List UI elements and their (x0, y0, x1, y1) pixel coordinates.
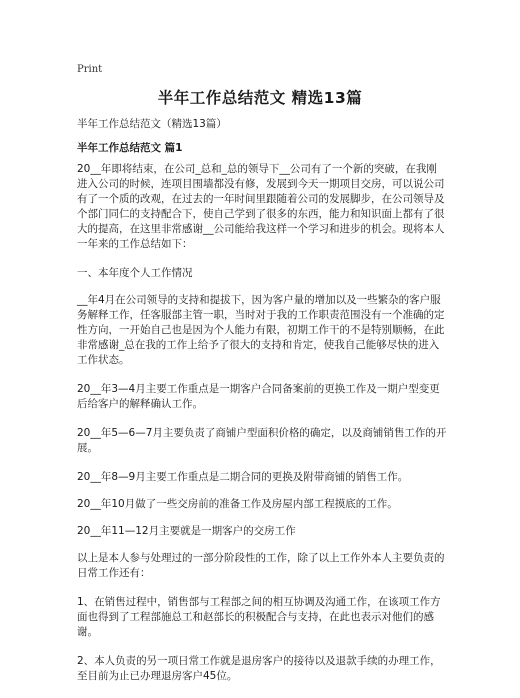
body-paragraph: 以上是本人参与处理过的一部分阶段性的工作，除了以上工作外本人主要负责的日常工作还有： (77, 552, 445, 579)
print-link[interactable]: Print (77, 64, 103, 75)
intro-paragraph: 20__年即将结束，在公司_总和_总的领导下__公司有了一个新的突破，在我刚进入公司的时候，连项目围墙都没有修，发展到今天一期项目交房，可以说公司有了一个质的改观，在过去的一年时间里跟随着公司的发展脚步，在公司领导及个部门同仁的支持配合下，使自己学到了很多的东西，能力和知识面上都有了很大的提高，在这里非常感谢__公司能给我这样一个学习和进步的机会。现将本人一年来的工作总结如下： (77, 163, 445, 250)
body-paragraph: __年4月在公司领导的支持和提拔下，因为客户量的增加以及一些繁杂的客户服务解释工作，任客服部主管一职，当时对于我的工作职责范围没有一个准确的定性方向，一开始自己也是因为个人能力有限，初期工作干的不是特别顺畅，在此非常感谢_总在我的工作上给予了很大的支持和肯定，使我自己能够尽快的进入工作状态。 (77, 294, 445, 366)
section-heading: 半年工作总结范文 篇1 (77, 142, 183, 154)
body-paragraph: 20__年10月做了一些交房前的准备工作及房屋内部工程摸底的工作。 (77, 498, 398, 510)
page-title: 半年工作总结范文 精选13篇 (157, 89, 363, 107)
document-subtitle: 半年工作总结范文（精选13篇） (77, 118, 227, 130)
body-paragraph: 20__年3—4月主要工作重点是一期客户合同备案前的更换工作及一期户型变更后给客户的解释确认工作。 (77, 383, 440, 410)
body-paragraph: 1、在销售过程中，销售部与工程部之间的相互协调及沟通工作，在该项工作方面也得到了工程部施总工和赵部长的积极配合与支持，在此也表示对他们的感谢。 (77, 596, 441, 638)
document-body (77, 162, 447, 698)
subsection-heading: 一、本年度个人工作情况 (77, 267, 193, 279)
body-paragraph: 20__年11—12月主要就是一期客户的交房工作 (77, 525, 296, 537)
body-paragraph: 2、本人负责的另一项日常工作就是退房客户的接待以及退款手续的办理工作，至目前为止已办理退房客户45位。 (77, 655, 441, 682)
body-paragraph: 20__年8—9月主要工作重点是二期合同的更换及附带商铺的销售工作。 (77, 471, 409, 483)
body-paragraph: 20__年5—6—7月主要负责了商铺户型面积价格的确定，以及商铺销售工作的开展。 (77, 427, 447, 454)
